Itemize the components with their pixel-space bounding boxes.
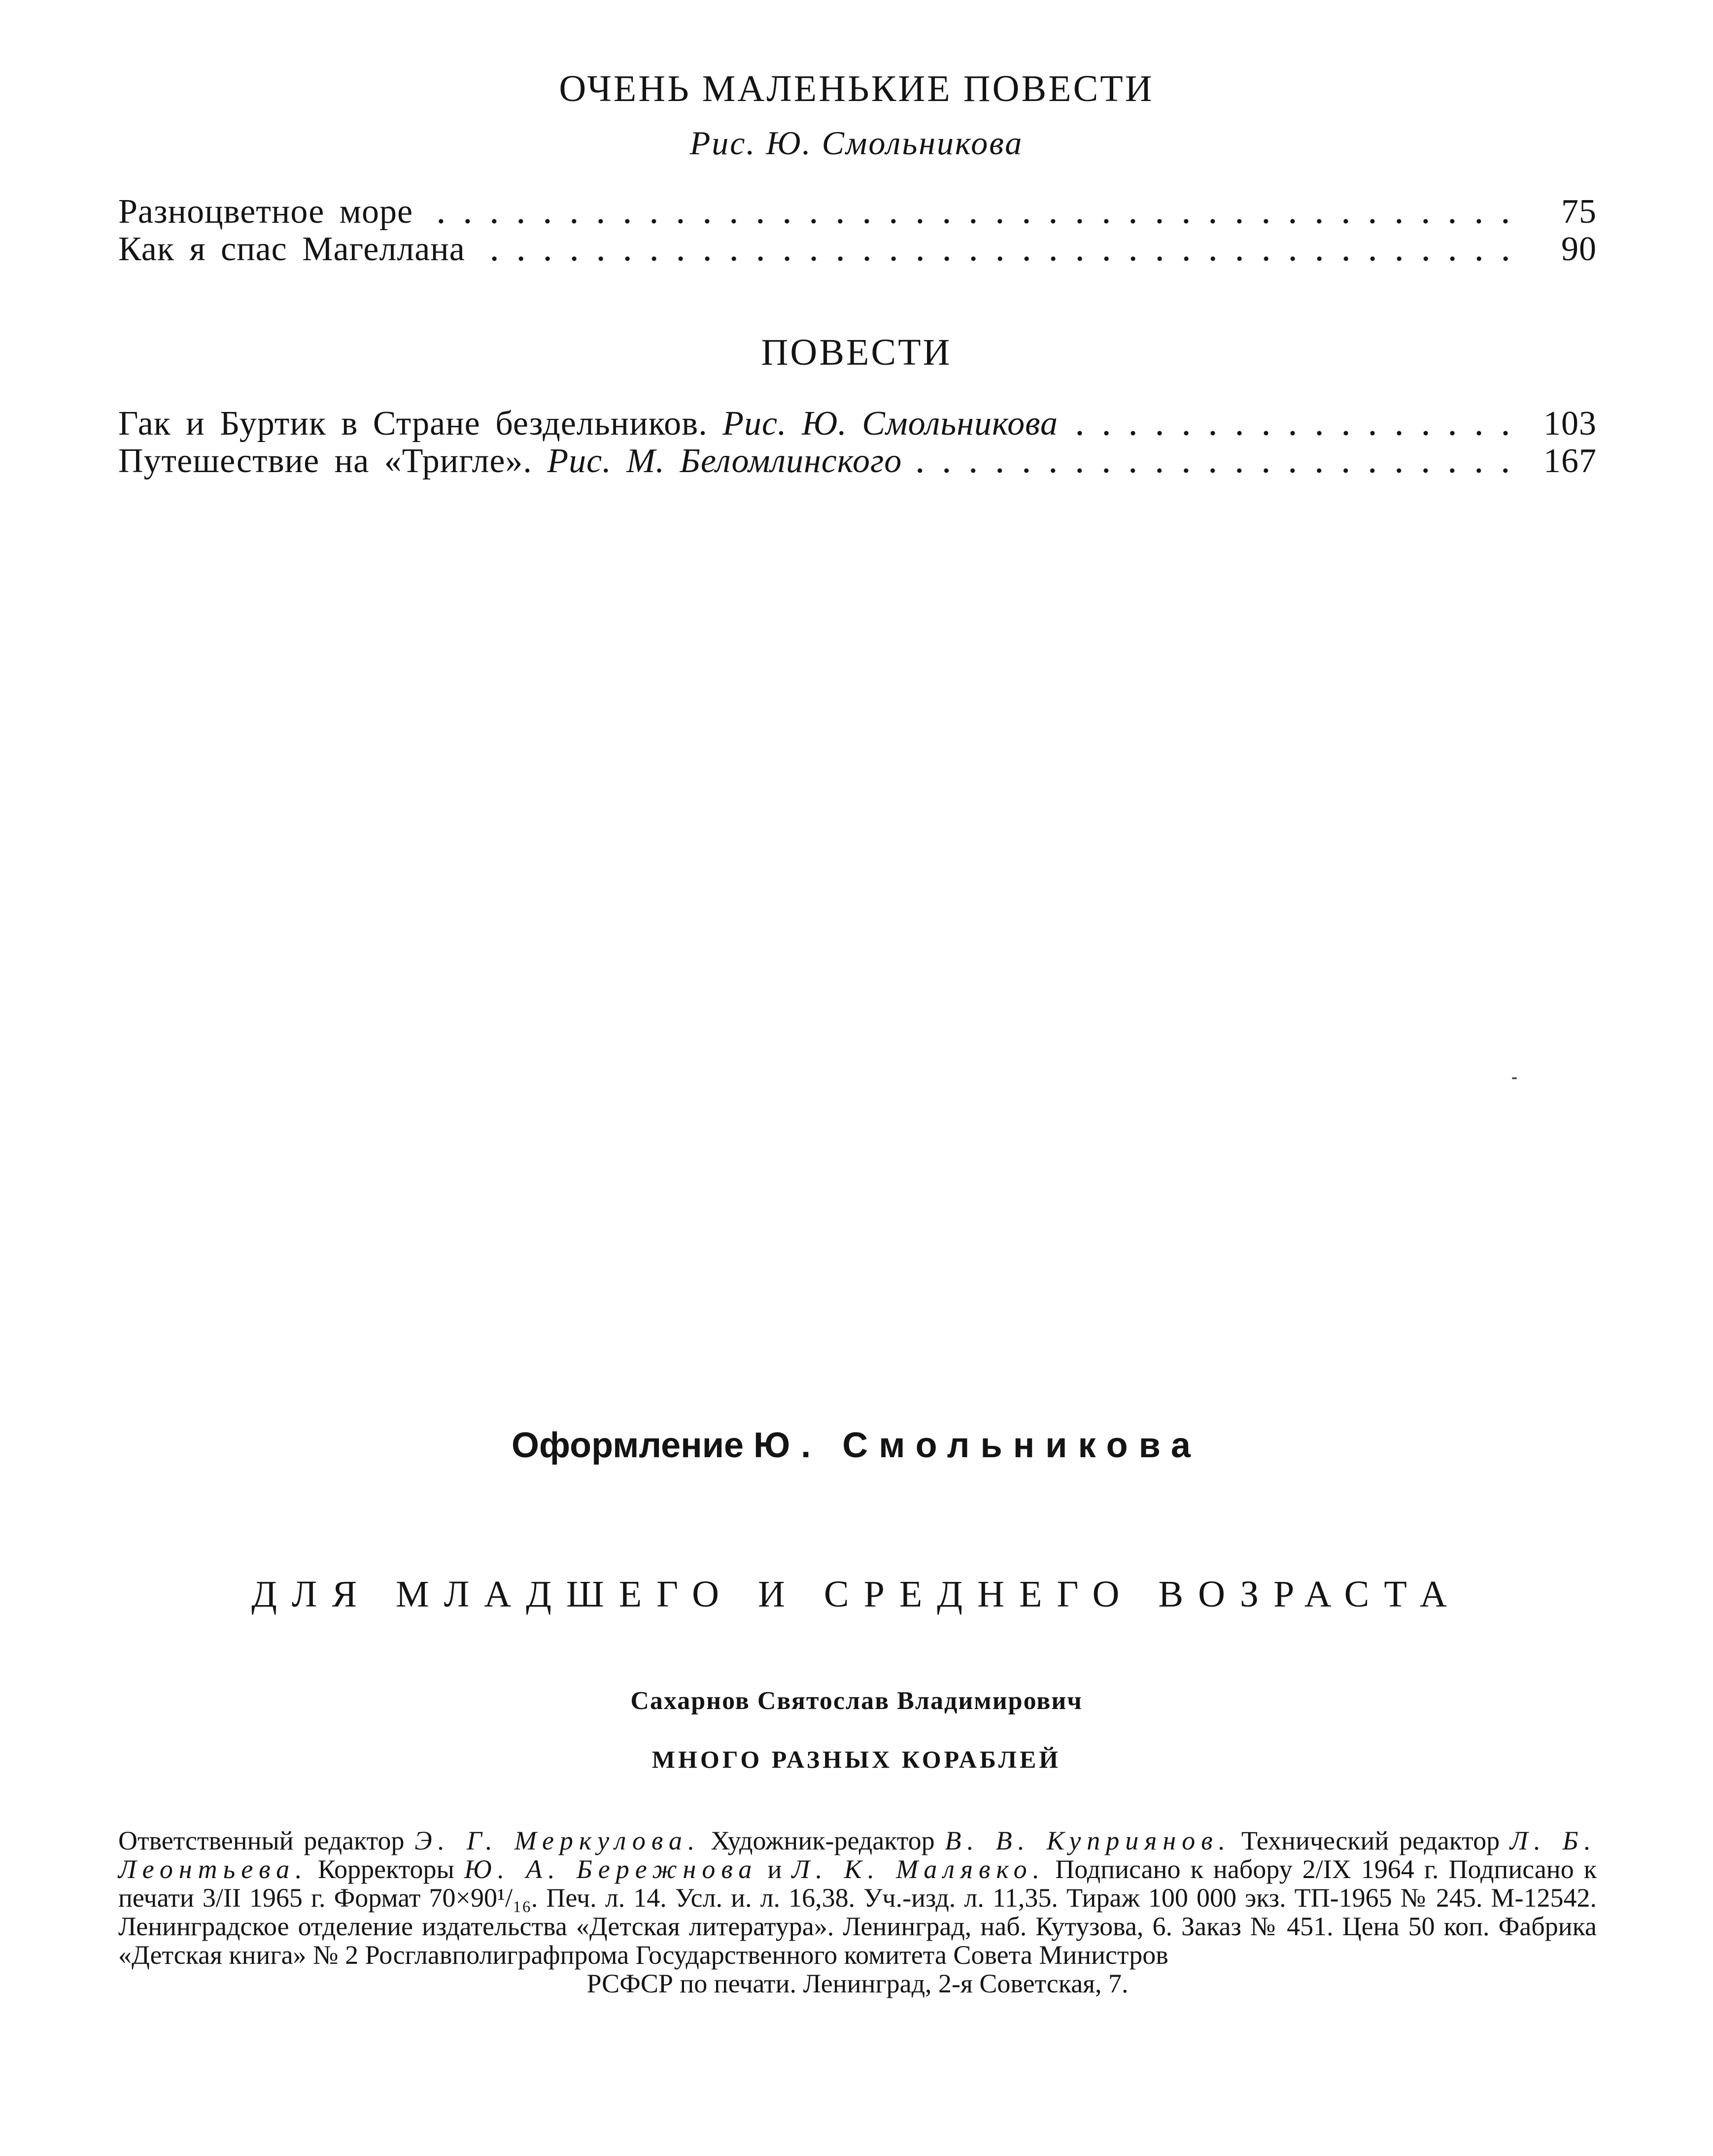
toc-entry-illustrator: Рис. М. Беломлинского — [547, 442, 902, 480]
toc-entry-title-text: Путешествие на «Тригле». — [118, 442, 532, 480]
art-editor-label: Художник-редактор — [711, 1826, 935, 1855]
editor-label: Ответственный редактор — [118, 1826, 405, 1855]
design-credit-label: Оформление — [512, 1426, 744, 1465]
audience-label: ДЛЯ МЛАДШЕГО И СРЕДНЕГО ВОЗРАСТА — [251, 1574, 1462, 1615]
design-credit-name: Ю. Смольникова — [754, 1426, 1201, 1465]
toc-page-number: 103 — [1543, 405, 1597, 443]
toc-entry-illustrator: Рис. Ю. Смольникова — [722, 405, 1058, 443]
section-title-short-stories: ОЧЕНЬ МАЛЕНЬКИЕ ПОВЕСТИ — [559, 68, 1154, 109]
colophon-text — [118, 1826, 1597, 1969]
toc-leader-dots — [1067, 431, 1519, 436]
toc-leader-dots — [474, 256, 1519, 261]
toc-entry-title — [118, 442, 902, 481]
conjunction: и — [767, 1854, 782, 1884]
section-title-stories: ПОВЕСТИ — [761, 332, 952, 373]
toc-entry-title: Разноцветное море — [118, 193, 413, 231]
colophon-last-line: РСФСР по печати. Ленинград, 2-я Советская, 7. — [586, 1969, 1129, 1998]
toc-entry[interactable] — [118, 230, 1597, 269]
print-details: Подписано к набору 2/IX 1964 г. Подписано к печати 3/II 1965 г. Формат 70×90¹/₁₆. Печ. л. 14. Усл. и. л. 16,38. Уч.-изд. л. 11,35. Тираж 100 000 экз. ТП-1965 № 245. М-12542. Ленинградское отделение издательства «Детская литература». Ленинград, наб. Кутузова, 6. Заказ № 451. Цена 50 коп. Фабрика «Детская книга» № 2 Росглавполиграфпрома Государственного комитета Совета Министров — [118, 1854, 1597, 1970]
design-credit — [0, 1424, 1713, 1467]
toc-entry[interactable] — [118, 404, 1597, 444]
toc-page-number: 90 — [1561, 230, 1597, 268]
toc-page-number: 75 — [1561, 193, 1597, 231]
tech-editor-name: Л. Б. Леонтьева. — [118, 1826, 1597, 1884]
toc-entry-title: Как я спас Магеллана — [118, 230, 465, 268]
section-illustrator: Рис. Ю. Смольникова — [689, 124, 1024, 162]
toc-entry-title-text: Гак и Буртик в Стране бездельников. — [118, 405, 708, 443]
print-speck — [1512, 1077, 1517, 1079]
proofreaders-label: Корректоры — [317, 1854, 454, 1884]
author-name: Сахарнов Святослав Владимирович — [630, 1687, 1083, 1715]
toc-entry[interactable] — [118, 192, 1597, 232]
colophon — [118, 1826, 1597, 1998]
toc-page-number: 167 — [1543, 442, 1597, 480]
proofreader-name: Л. К. Малявко. — [791, 1854, 1046, 1884]
art-editor-name: В. В. Куприянов. — [945, 1826, 1232, 1855]
tech-editor-label: Технический редактор — [1241, 1826, 1500, 1855]
editor-name: Э. Г. Меркулова. — [414, 1826, 701, 1855]
toc-leader-dots — [422, 219, 1519, 224]
toc-leader-dots — [911, 468, 1519, 473]
proofreader-name: Ю. А. Бережнова — [464, 1854, 758, 1884]
toc-entry-title — [118, 404, 1058, 444]
toc-entry[interactable] — [118, 442, 1597, 481]
book-title: МНОГО РАЗНЫХ КОРАБЛЕЙ — [651, 1745, 1062, 1773]
